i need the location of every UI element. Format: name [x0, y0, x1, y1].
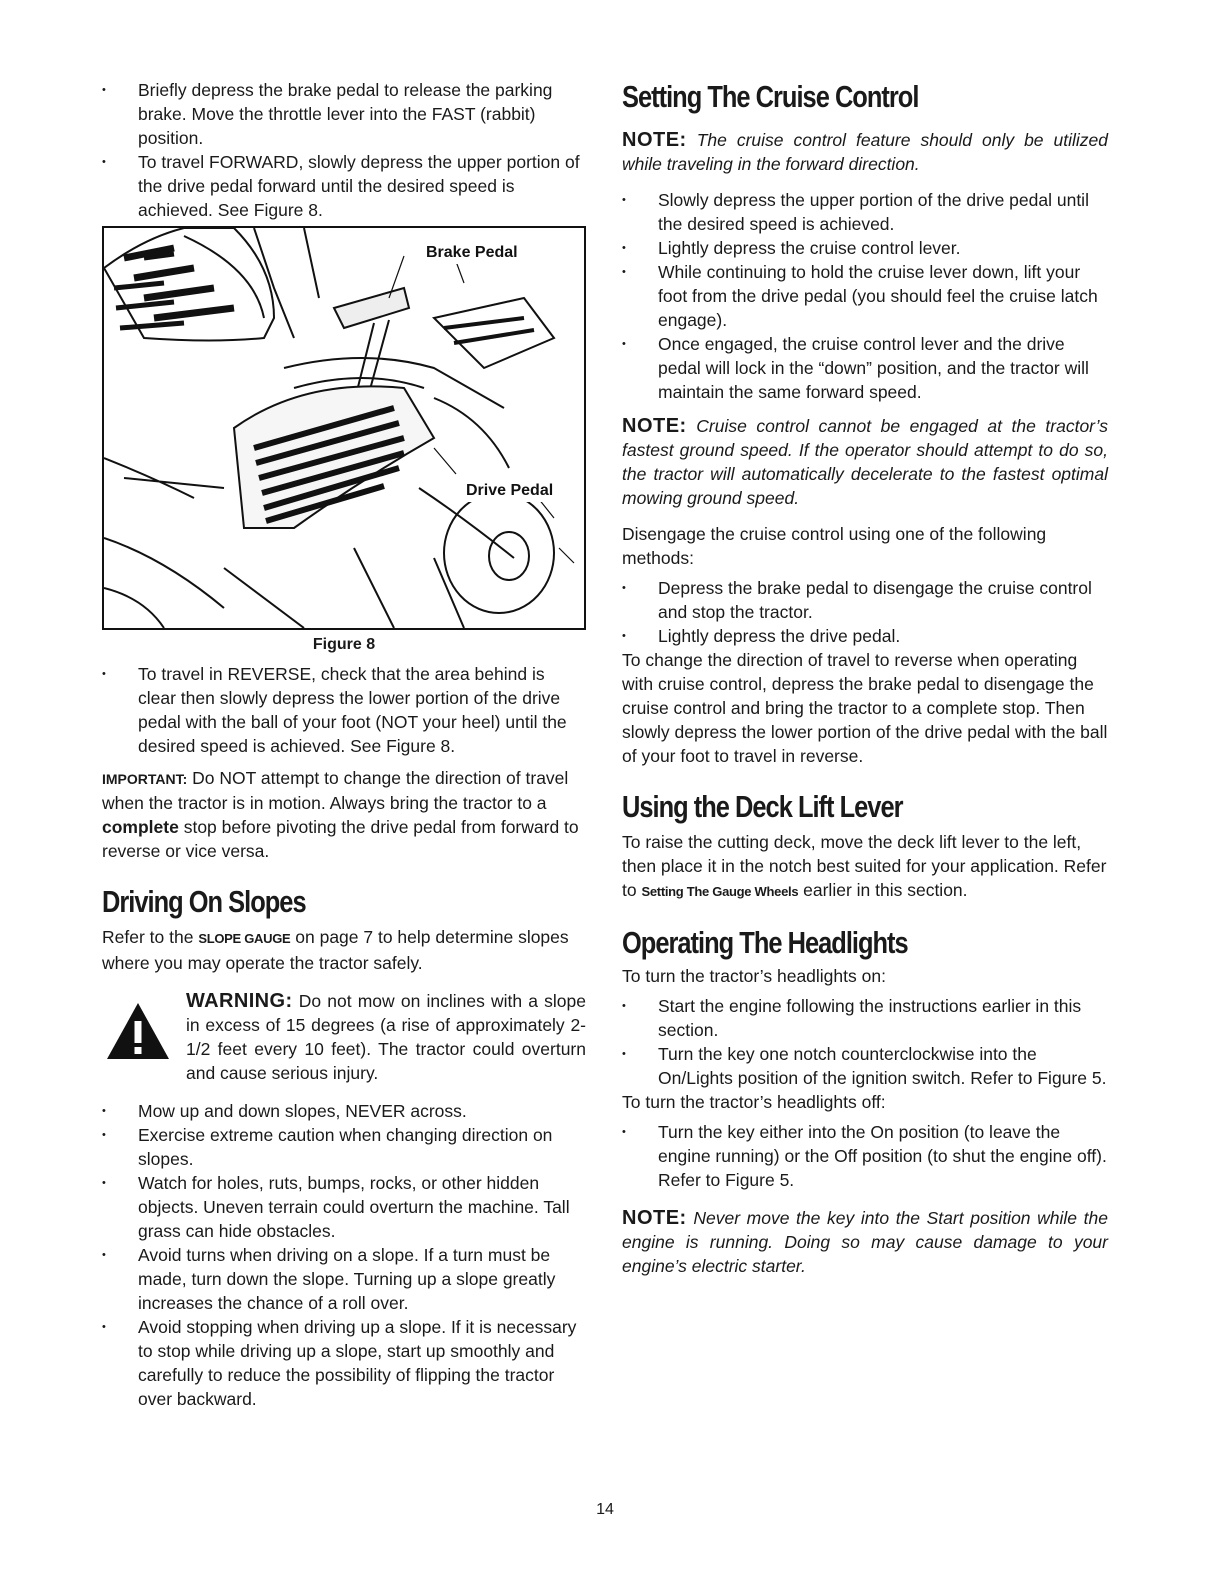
drive-pedal-drawing	[104, 228, 584, 628]
headlights-note	[622, 1206, 1108, 1278]
figure-8-illustration	[102, 226, 586, 630]
page-number: 14	[596, 1501, 614, 1518]
list-item: • Avoid turns when driving on a slope. If a turn must be made, turn down the slope. Turning up a slope greatly increases the chance of a roll over.	[102, 1243, 586, 1315]
list-item: • Mow up and down slopes, NEVER across.	[102, 1099, 586, 1123]
headlights-on-intro: To turn the tractor’s headlights on:	[622, 966, 886, 986]
list-item: • Lightly depress the drive pedal.	[622, 624, 1108, 648]
deck-lift-heading: Using the Deck Lift Lever	[622, 789, 903, 824]
slopes-intro	[102, 925, 586, 975]
list-item: • Depress the brake pedal to disengage the cruise control and stop the tractor.	[622, 576, 1108, 624]
list-item: • To travel FORWARD, slowly depress the upper portion of the drive pedal forward until the desired speed is achieved. See Figure 8.	[102, 150, 586, 222]
important-text-b: stop before pivoting the drive pedal from forward to reverse or vice versa.	[102, 817, 579, 861]
list-item: • While continuing to hold the cruise lever down, lift your foot from the drive pedal (you should feel the cruise latch engage).	[622, 260, 1108, 332]
headlights-heading: Operating The Headlights	[622, 925, 908, 960]
note-text: The cruise control feature should only be utilized while traveling in the forward direction.	[622, 130, 1108, 174]
gauge-wheels-reference: Setting The Gauge Wheels	[641, 884, 799, 899]
list-item: • Avoid stopping when driving up a slope. If it is necessary to stop while driving up a slope, start up smoothly and carefully to reduce the possibility of flipping the tractor over backward.	[102, 1315, 586, 1411]
brake-pedal-label: Brake Pedal	[426, 244, 518, 261]
slopes-bullet-list	[102, 1099, 586, 1411]
slopes-intro-text: Refer to the	[102, 927, 194, 947]
note-text: Never move the key into the Start position while the engine is running. Doing so may cause damage to your engine’s electric starter.	[622, 1208, 1108, 1276]
list-item: • Turn the key one notch counterclockwise into the On/Lights position of the ignition switch. Refer to Figure 5.	[622, 1042, 1108, 1090]
deck-text: To raise the cutting deck, move the deck lift lever to the left, then place it in the notch best suited for your application. Refer to	[622, 832, 1107, 900]
intro-bullet-list	[102, 78, 586, 222]
headlights-off-list	[622, 1120, 1108, 1192]
driving-on-slopes-heading: Driving On Slopes	[102, 884, 306, 919]
important-text-a: Do NOT attempt to change the direction of travel when the tractor is in motion. Always bring the tractor to a	[102, 768, 569, 813]
drive-pedal-label: Drive Pedal	[466, 482, 554, 499]
warning-text	[186, 989, 586, 1085]
warning-block	[102, 989, 586, 1085]
right-column	[622, 78, 1108, 1278]
important-label: IMPORTANT:	[102, 771, 188, 787]
headlights-on-list	[622, 994, 1108, 1090]
cruise-control-heading: Setting The Cruise Control	[622, 79, 919, 114]
headlights-off-intro: To turn the tractor’s headlights off:	[622, 1092, 886, 1112]
cruise-note-1	[622, 128, 1108, 176]
list-item: • Start the engine following the instructions earlier in this section.	[622, 994, 1108, 1042]
cruise-note-2	[622, 414, 1108, 510]
list-item: • Watch for holes, ruts, bumps, rocks, or other hidden objects. Uneven terrain could overturn the machine. Tall grass can hide obstacles.	[102, 1171, 586, 1243]
important-paragraph	[102, 766, 586, 863]
slope-gauge-reference: SLOPE GAUGE	[198, 931, 291, 946]
list-item: • Exercise extreme caution when changing direction on slopes.	[102, 1123, 586, 1171]
warning-body: Do not mow on inclines with a slope in excess of 15 degrees (a rise of approximately 2-1/2 feet every 10 feet). The tractor could overturn and cause serious injury.	[186, 991, 586, 1083]
list-item: • Once engaged, the cruise control lever and the drive pedal will lock in the “down” position, and the tractor will maintain the same forward speed.	[622, 332, 1108, 404]
list-item: • To travel in REVERSE, check that the area behind is clear then slowly depress the lower portion of the drive pedal with the ball of your foot (NOT your heel) until the desired speed is achieved. See Figure 8.	[102, 662, 586, 758]
list-item: • Turn the key either into the On position (to leave the engine running) or the Off position (to shut the engine off). Refer to Figure 5.	[622, 1120, 1108, 1192]
warning-label: WARNING:	[186, 990, 293, 1012]
important-bold: complete	[102, 817, 179, 837]
slopes-intro-text-2: on page 7 to help determine slopes where you may operate the tractor safely.	[102, 927, 569, 973]
warning-triangle-icon	[106, 1001, 170, 1061]
disengage-intro: Disengage the cruise control using one of the following methods:	[622, 524, 1047, 568]
figure-caption: Figure 8	[312, 636, 376, 653]
note-label: NOTE:	[622, 1207, 687, 1229]
disengage-bullet-list	[622, 576, 1108, 648]
list-item: • Briefly depress the brake pedal to release the parking brake. Move the throttle lever into the FAST (rabbit) position.	[102, 78, 586, 150]
left-column	[102, 78, 586, 1411]
note-label: NOTE:	[622, 129, 687, 151]
note-text: Cruise control cannot be engaged at the tractor’s fastest ground speed. If the operator should attempt to do so, the tractor will automatically decelerate to the fastest optimal mowing ground speed.	[622, 416, 1108, 508]
list-item: • Lightly depress the cruise control lever.	[622, 236, 1108, 260]
deck-lift-paragraph	[622, 830, 1108, 904]
reverse-bullet-list	[102, 662, 586, 758]
reverse-paragraph: To change the direction of travel to reverse when operating with cruise control, depress the brake pedal to disengage the cruise control and bring the tractor to a complete stop. Then slowly depress the lower portion of the drive pedal with the ball of your foot to travel in reverse.	[622, 650, 1108, 766]
note-label: NOTE:	[622, 415, 687, 437]
list-item: • Slowly depress the upper portion of the drive pedal until the desired speed is achieved.	[622, 188, 1108, 236]
cruise-bullet-list	[622, 188, 1108, 404]
deck-text-2: earlier in this section.	[803, 880, 968, 900]
